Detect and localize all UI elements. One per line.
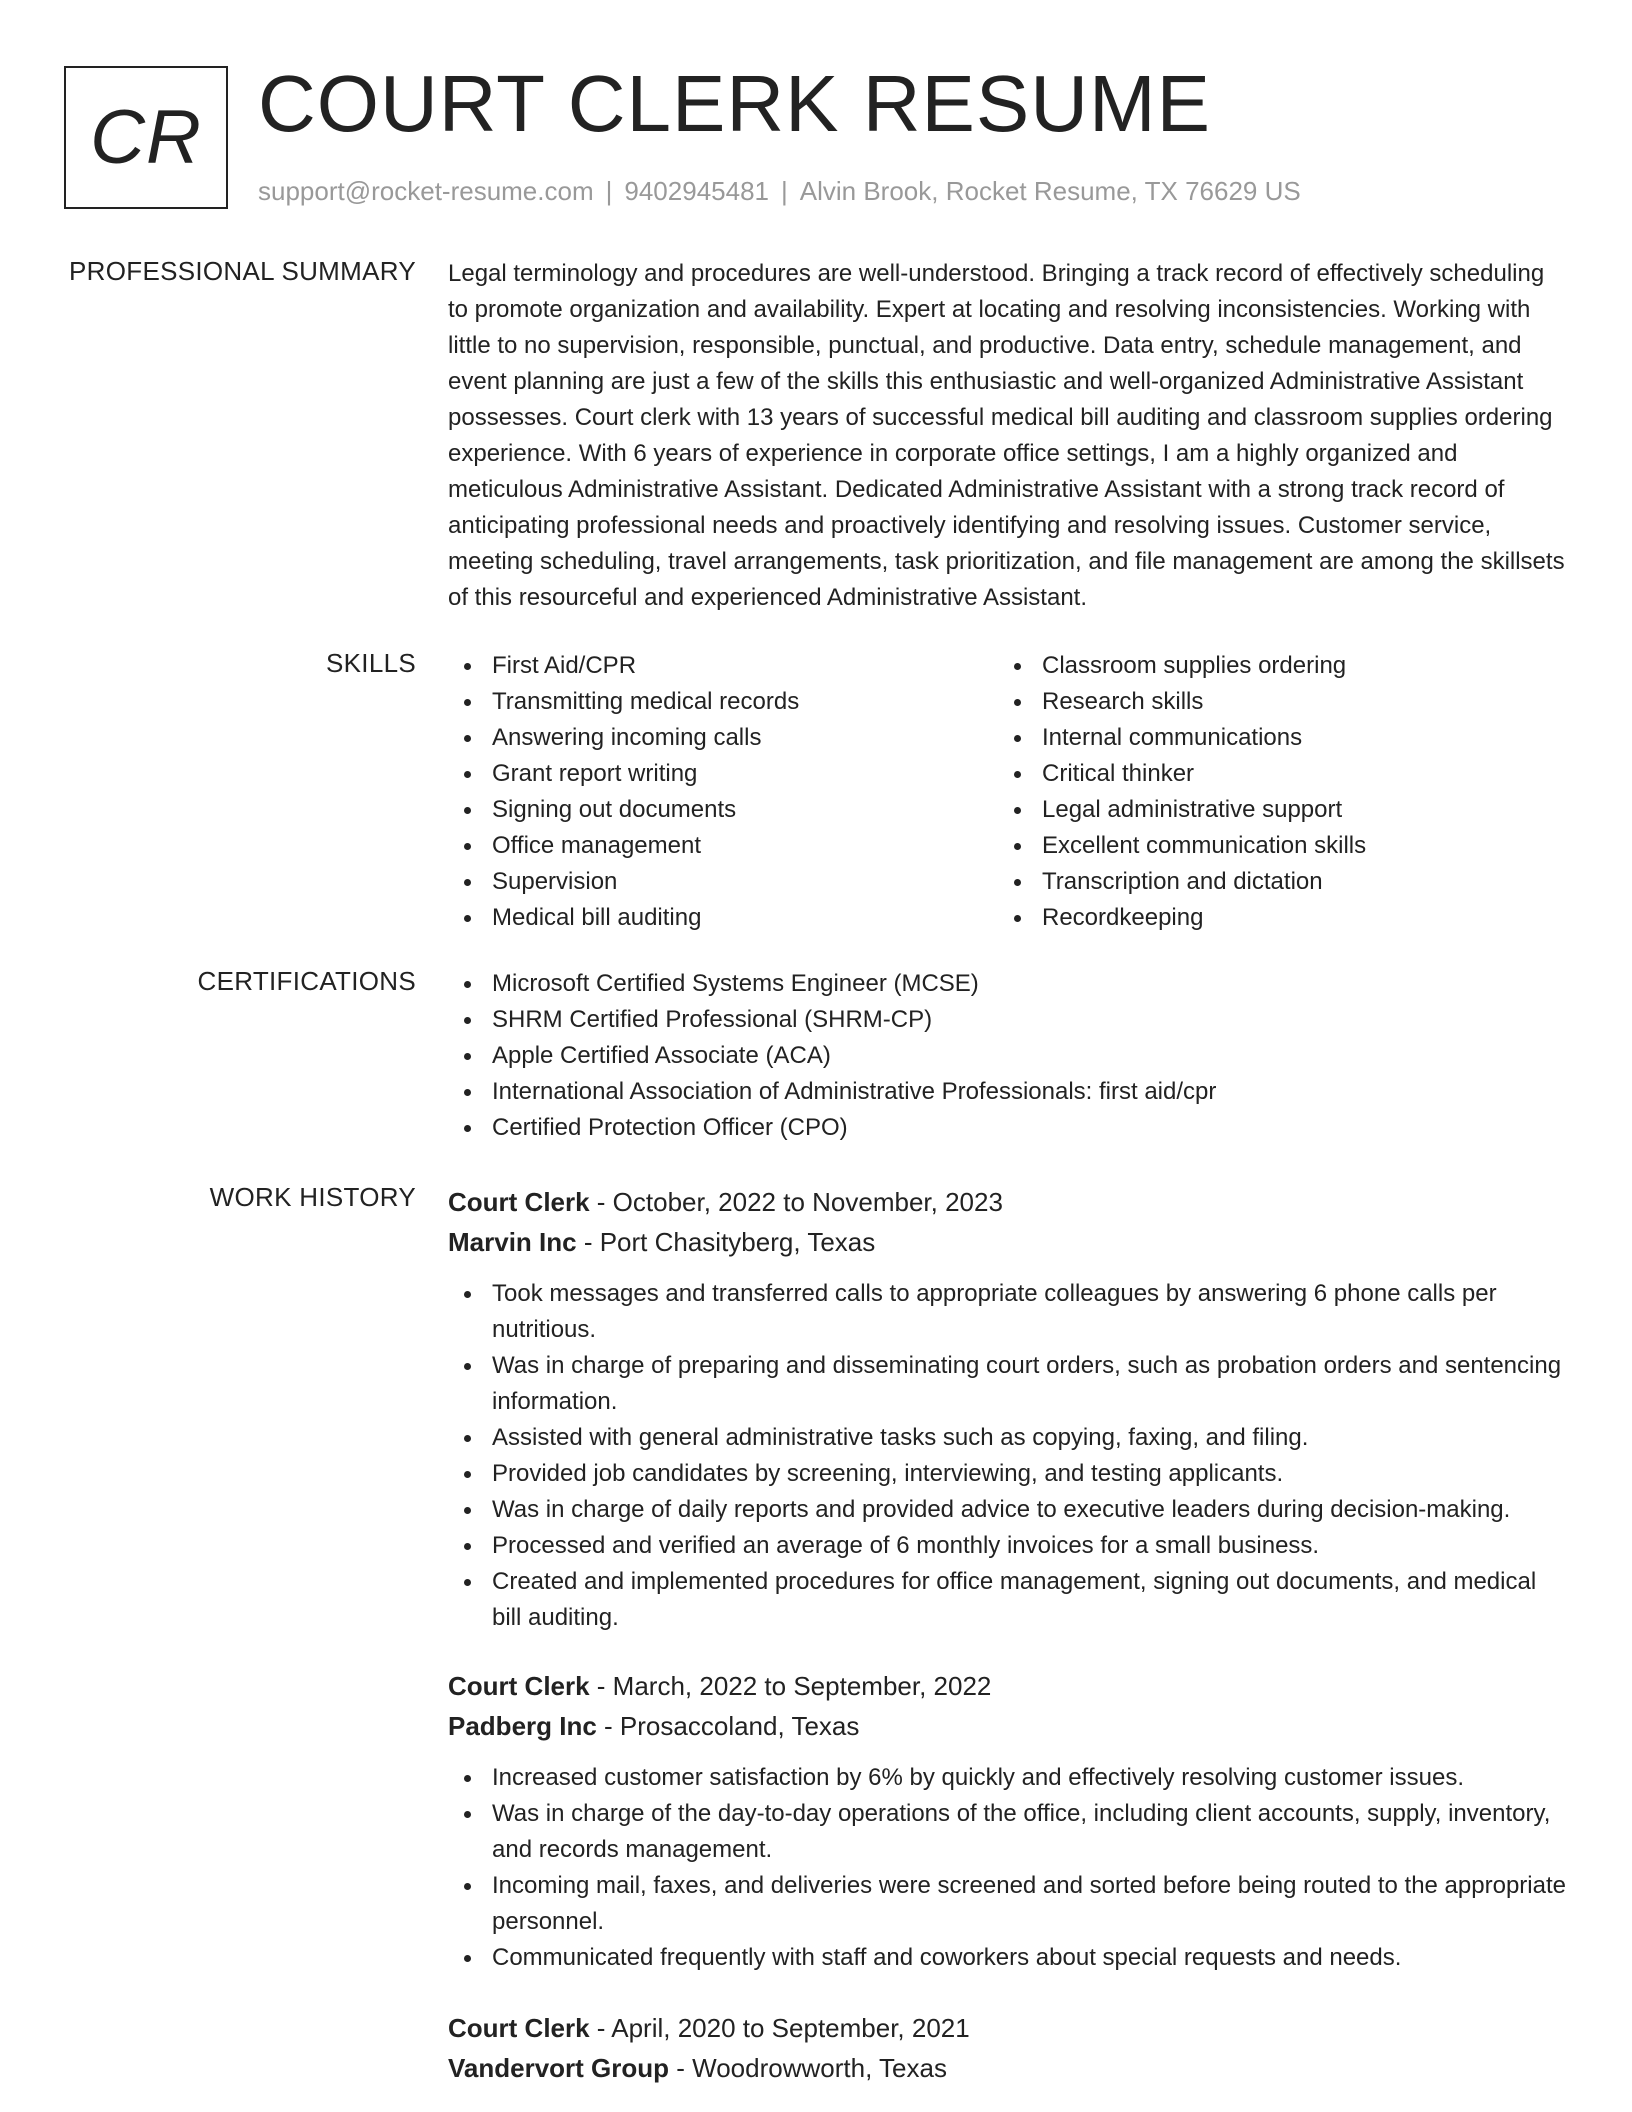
resume-title: COURT CLERK RESUME (258, 59, 1211, 148)
list-item: Was in charge of the day-to-day operations of the office, including client accounts, supply, inventory, and records management. (448, 1796, 1568, 1868)
job-entry-container (448, 1666, 1568, 1976)
job-company-line (448, 1222, 1568, 1262)
list-item: Provided job candidates by screening, interviewing, and testing applicants. (448, 1456, 1568, 1492)
list-item: Took messages and transferred calls to appropriate colleagues by answering 6 phone calls per nutritious. (448, 1276, 1568, 1348)
contact-separator: | (781, 176, 788, 206)
list-item: Apple Certified Associate (ACA) (448, 1038, 1568, 1074)
list-item: First Aid/CPR (448, 648, 998, 684)
job-dates: - April, 2020 to September, 2021 (589, 2013, 970, 2043)
job-company: Padberg Inc (448, 1711, 597, 1741)
summary-text: Legal terminology and procedures are well-understood. Bringing a track record of effectively scheduling to promote organization and availability. Expert at locating and resolving inconsistencies. Working with little to no supervision, responsible, punctual, and productive. Data entry, schedule management, and event planning are just a few of the skills this enthusiastic and well-organized Administrative Assistant possesses. Court clerk with 13 years of successful medical bill auditing and classroom supplies ordering experience. With 6 years of experience in corporate office settings, I am a highly organized and meticulous Administrative Assistant. Dedicated Administrative Assistant with a strong track record of anticipating professional needs and proactively identifying and resolving issues. Customer service, meeting scheduling, travel arrangements, task prioritization, and file management are among the skillsets of this resourceful and experienced Administrative Assistant. (448, 260, 1565, 611)
job-dates: - March, 2022 to September, 2022 (589, 1671, 992, 1701)
work-history-heading: WORK HISTORY (209, 1182, 416, 1212)
contact-line (258, 176, 1301, 207)
job-entry (448, 2008, 1568, 2088)
job-title: Court Clerk (448, 1187, 590, 1217)
contact-phone: 9402945481 (624, 176, 769, 206)
certifications-heading: CERTIFICATIONS (197, 966, 416, 996)
job-location: - Port Chasityberg, Texas (576, 1227, 876, 1257)
list-item: Office management (448, 828, 998, 864)
list-item: Supervision (448, 864, 998, 900)
list-item: Excellent communication skills (998, 828, 1548, 864)
job-title-line (448, 1666, 1568, 1706)
job-title-line (448, 2008, 1568, 2048)
list-item: Was in charge of daily reports and provided advice to executive leaders during decision-making. (448, 1492, 1568, 1528)
list-item: Communicated frequently with staff and coworkers about special requests and needs. (448, 1940, 1568, 1976)
job-title: Court Clerk (448, 2013, 590, 2043)
work-history-body (448, 1182, 1568, 1636)
job-entry (448, 1666, 1568, 1976)
list-item: SHRM Certified Professional (SHRM-CP) (448, 1002, 1568, 1038)
job-company-line (448, 1706, 1568, 1746)
list-item: Critical thinker (998, 756, 1548, 792)
summary-heading: PROFESSIONAL SUMMARY (69, 256, 416, 286)
list-item: Research skills (998, 684, 1548, 720)
contact-separator: | (605, 176, 613, 206)
job-company: Marvin Inc (448, 1227, 577, 1257)
skills-grid (448, 648, 1568, 936)
contact-address: Alvin Brook, Rocket Resume, TX 76629 US (799, 176, 1301, 206)
list-item: International Association of Administrative Professionals: first aid/cpr (448, 1074, 1568, 1110)
certifications-body (448, 966, 1568, 1146)
job-dates: - October, 2022 to November, 2023 (589, 1187, 1003, 1217)
job-company-line (448, 2048, 1568, 2088)
list-item: Assisted with general administrative tasks such as copying, faxing, and filing. (448, 1420, 1568, 1456)
job-location: - Prosaccoland, Texas (596, 1711, 860, 1741)
list-item: Was in charge of preparing and disseminating court orders, such as probation orders and sentencing information. (448, 1348, 1568, 1420)
monogram-box (64, 66, 228, 209)
list-item: Certified Protection Officer (CPO) (448, 1110, 1568, 1146)
list-item: Transmitting medical records (448, 684, 998, 720)
list-item: Internal communications (998, 720, 1548, 756)
certifications-list (448, 966, 1568, 1146)
skills-list-right (998, 648, 1548, 936)
list-item: Medical bill auditing (448, 900, 998, 936)
list-item: Incoming mail, faxes, and deliveries were screened and sorted before being routed to the appropriate personnel. (448, 1868, 1568, 1940)
list-item: Signing out documents (448, 792, 998, 828)
list-item: Microsoft Certified Systems Engineer (MCSE) (448, 966, 1568, 1002)
job-title: Court Clerk (448, 1671, 590, 1701)
list-item: Classroom supplies ordering (998, 648, 1548, 684)
contact-email: support@rocket-resume.com (258, 176, 594, 206)
list-item: Processed and verified an average of 6 monthly invoices for a small business. (448, 1528, 1568, 1564)
job-company: Vandervort Group (448, 2053, 670, 2083)
skills-list-left (448, 648, 998, 936)
job-entry (448, 1182, 1568, 1636)
job-location: - Woodrowworth, Texas (669, 2053, 947, 2083)
list-item: Recordkeeping (998, 900, 1548, 936)
list-item: Created and implemented procedures for office management, signing out documents, and medical bill auditing. (448, 1564, 1568, 1636)
list-item: Increased customer satisfaction by 6% by quickly and effectively resolving customer issues. (448, 1760, 1568, 1796)
job-entry-container (448, 2008, 1568, 2088)
list-item: Transcription and dictation (998, 864, 1548, 900)
job-duties-list (448, 1760, 1568, 1976)
summary-body (448, 256, 1568, 616)
list-item: Answering incoming calls (448, 720, 998, 756)
skills-heading: SKILLS (326, 648, 416, 678)
job-title-line (448, 1182, 1568, 1222)
monogram-initials: CR (90, 95, 202, 180)
list-item: Grant report writing (448, 756, 998, 792)
job-duties-list (448, 1276, 1568, 1636)
list-item: Legal administrative support (998, 792, 1548, 828)
